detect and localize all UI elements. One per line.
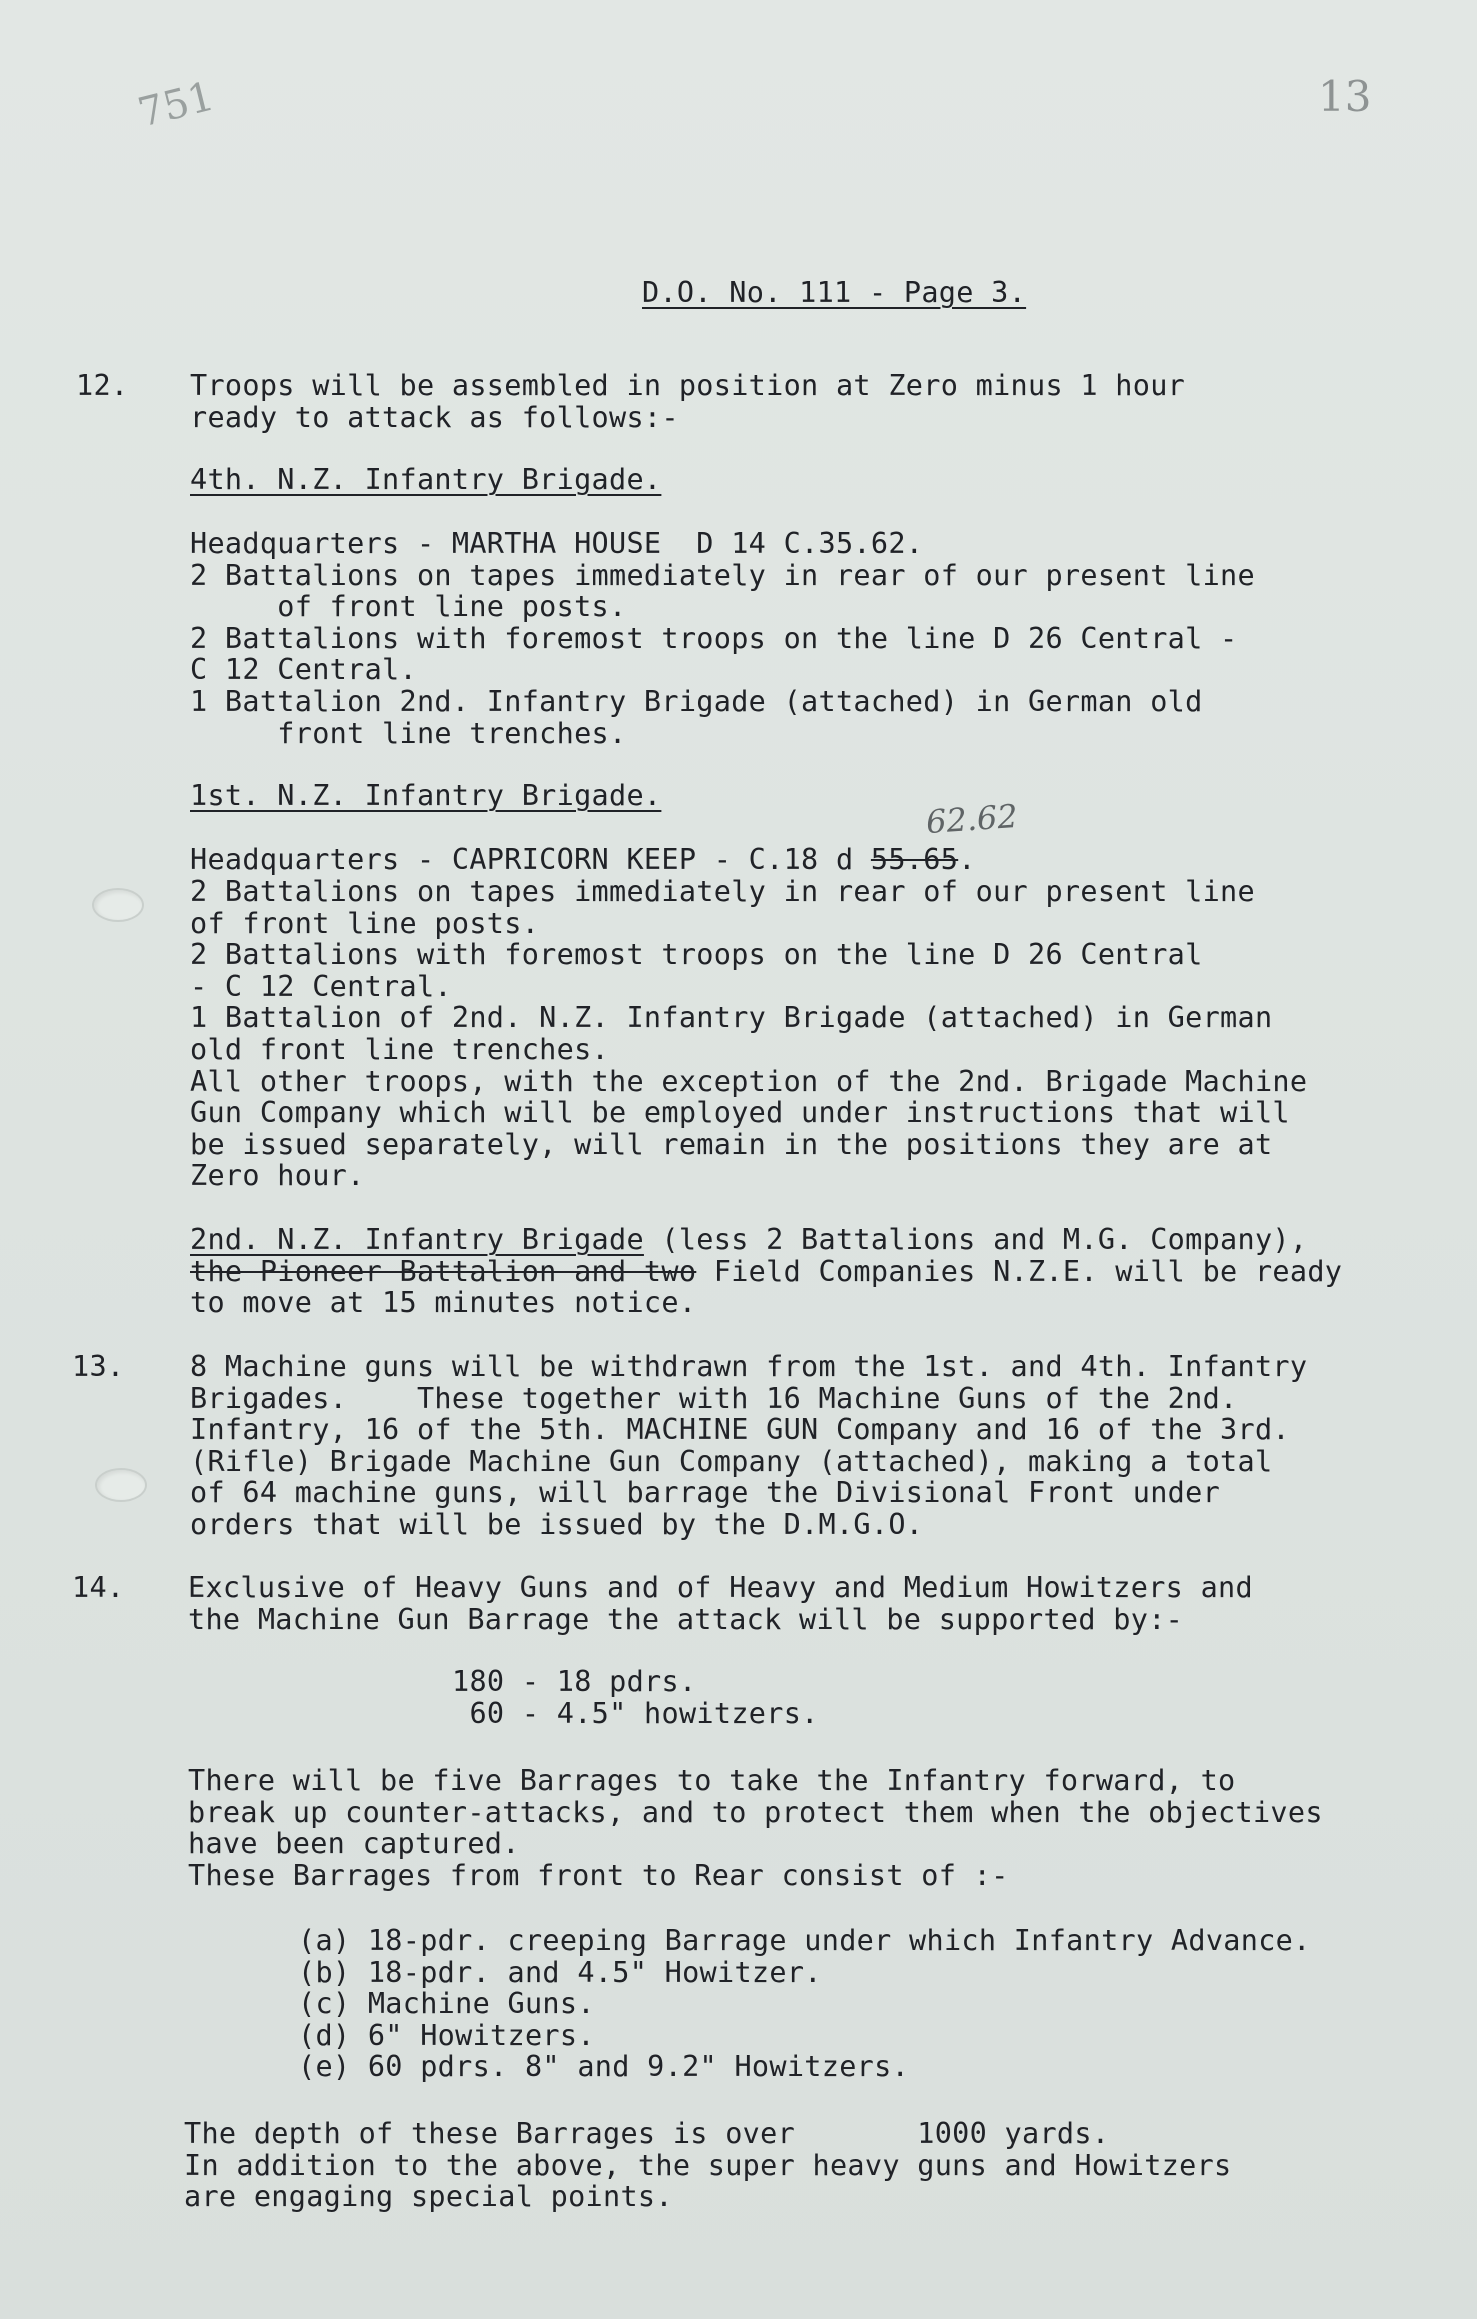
brigade-2-heading: 2nd. N.Z. Infantry Brigade (190, 1223, 644, 1256)
barrage-list: (a) 18-pdr. creeping Barrage under which Infantry Advance. (b) 18-pdr. and 4.5" Howitzer. (c) Machine Guns. (d) 6" Howitzers. (e) 60 pdrs. 8" and 9.2" Howitzers. (298, 1924, 1311, 2084)
paragraph-number-13: 13. (72, 1350, 125, 1383)
para14-barrages-intro: There will be five Barrages to take the Infantry forward, to break up counter-attacks, and to protect them when the objectives have been captured. These Barrages from front to Rear consist of :- (188, 1764, 1323, 1892)
para13-body: 8 Machine guns will be withdrawn from the 1st. and 4th. Infantry Brigades. These together with 16 Machine Guns of the 2nd. Infantry, 16 of the 5th. MACHINE GUN Company and 16 of the 3rd. (Rifle) Brigade Machine Gun Company (attached), making a total of 64 machine guns, will barrage the Divisional Front under orders that will be issued by the D.M.G.O. (190, 1350, 1308, 1541)
brigade-2-line1: (less 2 Battalions and M.G. Company), (643, 1223, 1308, 1256)
page-number: 13 (1318, 72, 1372, 121)
punch-hole-top (92, 888, 144, 922)
brigade-2-line2-struck: the Pioneer Battalion and two (190, 1254, 697, 1288)
punch-hole-bottom (95, 1468, 147, 1502)
para14-guns: 180 - 18 pdrs. 60 - 4.5" howitzers. (452, 1665, 819, 1730)
handwritten-correction: 62.62 (924, 796, 1019, 842)
brigade-2-block (190, 1224, 1342, 1319)
paragraph-number-12: 12. (76, 369, 129, 402)
brigade-4-body: Headquarters - MARTHA HOUSE D 14 C.35.62. 2 Battalions on tapes immediately in rear of our present line of front line posts. 2 Battalions with foremost troops on the line D 26 Central - C 12 Central. 1 Battalion 2nd. Infantry Brigade (attached) in German old front line trenches. (190, 527, 1255, 750)
brigade-2-line2: Field Companies N.Z.E. will be ready (696, 1254, 1343, 1288)
struck-coordinates: 55.65 (870, 843, 959, 876)
brigade-1-body: 2 Battalions on tapes immediately in rear of our present line of front line posts. 2 Battalions with foremost troops on the line D 26 Central - C 12 Central. 1 Battalion of 2nd. N.Z. Infantry Brigade (attached) in German old front line trenches. All other troops, with the exception of the 2nd. Brigade Machine Gun Company which will be employed under instructions that will be issued separately, will remain in the positions they are at Zero hour. (190, 875, 1308, 1193)
para14-closing: The depth of these Barrages is over 1000 yards. In addition to the above, the super heavy guns and Howitzers are engaging special points. (184, 2117, 1232, 2214)
page-title: D.O. No. 111 - Page 3. (642, 276, 1027, 309)
para12-intro: Troops will be assembled in position at Zero minus 1 hour ready to attack as follows:- (190, 369, 1186, 434)
brigade-4-heading: 4th. N.Z. Infantry Brigade. (190, 463, 662, 496)
archive-number: 751 (133, 73, 219, 137)
brigade-1-hq-text: Headquarters - CAPRICORN KEEP - C.18 d (190, 843, 871, 876)
brigade-1-hq: Headquarters - CAPRICORN KEEP - C.18 d 55.65. (190, 843, 976, 876)
paragraph-number-14: 14. (72, 1571, 125, 1604)
brigade-1-heading: 1st. N.Z. Infantry Brigade. (190, 779, 662, 812)
para14-intro: Exclusive of Heavy Guns and of Heavy and Medium Howitzers and the Machine Gun Barrage the attack will be supported by:- (188, 1571, 1253, 1636)
brigade-2-line3: to move at 15 minutes notice. (190, 1286, 697, 1320)
